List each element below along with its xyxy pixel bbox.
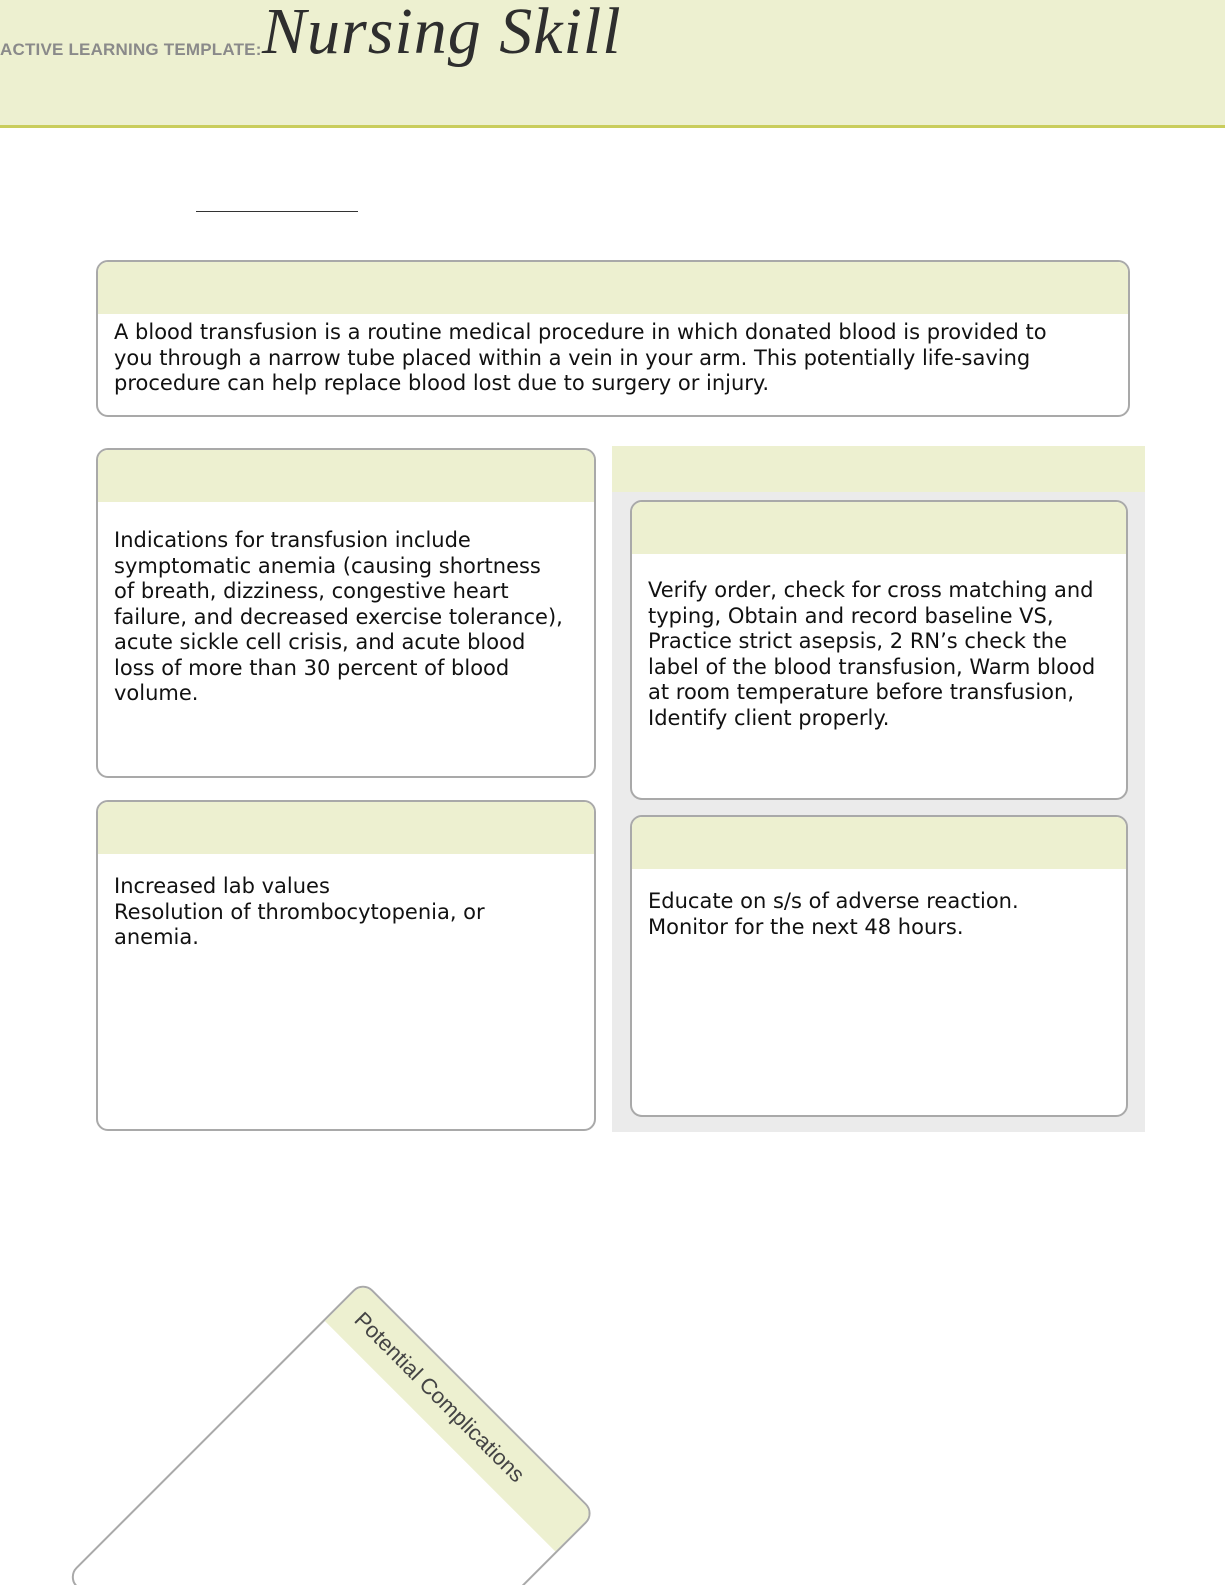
nursing-interventions-header	[612, 446, 1145, 492]
indications-card	[96, 448, 596, 778]
description-card-header	[98, 262, 1128, 314]
student-name-line	[196, 211, 358, 212]
post-procedure-card	[630, 815, 1128, 1117]
complications-label: Potential Complications	[349, 1306, 530, 1488]
complications-area	[0, 1270, 1225, 1585]
description-card	[96, 260, 1130, 417]
post-procedure-card-header	[632, 817, 1126, 869]
template-header	[0, 0, 1225, 128]
post-procedure-text: Educate on s/s of adverse reaction. Monitor for the next 48 hours.	[648, 889, 1019, 939]
complications-diamond	[66, 1280, 596, 1585]
indications-card-header	[98, 450, 594, 502]
indications-text: Indications for transfusion include symptomatic anemia (causing shortness of breath, dizziness, congestive heart failure, and decreased exercise tolerance), acute sickle cell crisis, and acute blood loss of more than 30 percent of blood volume.	[114, 528, 563, 705]
description-text: A blood transfusion is a routine medical procedure in which donated blood is provided to you through a narrow tube placed within a vein in your arm. This potentially life-saving procedure can help replace blood lost due to surgery or injury.	[114, 320, 1047, 395]
page-title: Nursing Skill	[262, 0, 622, 68]
outcomes-card	[96, 800, 596, 1131]
pre-procedure-text: Verify order, check for cross matching and typing, Obtain and record baseline VS, Practice strict asepsis, 2 RN’s check the label of the blood transfusion, Warm blood at room temperature before transfusion, Identify client properly.	[648, 578, 1096, 730]
outcomes-card-header	[98, 802, 594, 854]
pre-procedure-card	[630, 500, 1128, 800]
template-label: ACTIVE LEARNING TEMPLATE:	[0, 40, 262, 59]
outcomes-text: Increased lab values Resolution of thrombocytopenia, or anemia.	[114, 874, 485, 949]
pre-procedure-card-header	[632, 502, 1126, 554]
